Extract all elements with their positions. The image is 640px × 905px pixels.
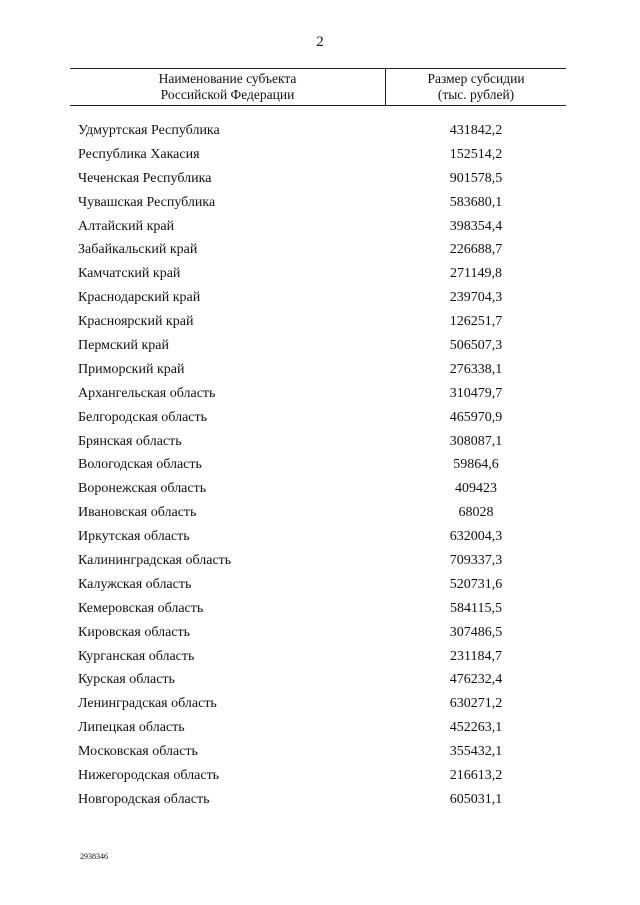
header-subsidy-amount-line1: Размер субсидии — [427, 71, 525, 86]
table-row — [0, 382, 640, 406]
region-name: Кировская область — [78, 624, 191, 640]
region-name: Липецкая область — [78, 720, 185, 736]
region-name: Красноярский край — [78, 314, 194, 330]
region-name: Приморский край — [78, 361, 185, 377]
subsidy-value: 632004,3 — [449, 529, 503, 545]
table-row — [0, 525, 640, 549]
subsidy-value: 216613,2 — [449, 768, 503, 784]
header-region-name-line2: Российской Федерации — [160, 87, 295, 102]
table-row — [0, 549, 640, 573]
subsidy-value: 68028 — [458, 505, 494, 521]
table-row — [0, 406, 640, 430]
page-number: 2 — [316, 34, 324, 50]
subsidy-value: 584115,5 — [450, 600, 502, 616]
table-row — [0, 191, 640, 215]
subsidy-value: 308087,1 — [449, 433, 503, 449]
table-row — [0, 573, 640, 597]
table-row — [0, 310, 640, 334]
subsidy-value: 506507,3 — [449, 338, 503, 354]
document-code: 2938346 — [80, 852, 108, 861]
subsidy-value: 152514,2 — [449, 146, 503, 162]
subsidy-value: 226688,7 — [449, 242, 503, 258]
subsidy-value: 398354,4 — [449, 218, 503, 234]
region-name: Пермский край — [78, 338, 169, 354]
table-row — [0, 597, 640, 621]
region-name: Нижегородская область — [78, 768, 220, 784]
region-name: Брянская область — [78, 433, 182, 449]
table-row — [0, 119, 640, 143]
table-row — [0, 716, 640, 740]
region-name: Белгородская область — [78, 409, 208, 425]
subsidy-value: 307486,5 — [449, 624, 503, 640]
subsidy-value: 709337,3 — [449, 553, 503, 569]
region-name: Архангельская область — [78, 385, 216, 401]
region-name: Ленинградская область — [78, 696, 217, 712]
subsidy-value: 271149,8 — [450, 266, 502, 282]
table-row — [0, 167, 640, 191]
table-row — [0, 740, 640, 764]
subsidy-value: 520731,6 — [449, 576, 503, 592]
region-name: Кемеровская область — [78, 600, 204, 616]
table-row — [0, 358, 640, 382]
header-region-name-line1: Наименование субъекта — [158, 71, 297, 86]
subsidy-value: 126251,7 — [449, 314, 503, 330]
region-name: Вологодская область — [78, 457, 202, 473]
region-name: Калининградская область — [78, 553, 232, 569]
subsidy-value: 465970,9 — [449, 409, 503, 425]
region-name: Ивановская область — [78, 505, 197, 521]
table-header — [70, 68, 566, 106]
table-row — [0, 453, 640, 477]
subsidy-value: 231184,7 — [450, 648, 502, 664]
subsidy-value: 630271,2 — [449, 696, 503, 712]
region-name: Чеченская Республика — [78, 170, 212, 186]
header-subsidy-amount-line2: (тыс. рублей) — [437, 87, 515, 102]
table-body — [0, 119, 640, 812]
table-row — [0, 668, 640, 692]
region-name: Республика Хакасия — [78, 146, 200, 162]
table-row — [0, 477, 640, 501]
table-row — [0, 215, 640, 239]
table-row — [0, 238, 640, 262]
header-subsidy-amount — [386, 69, 566, 105]
region-name: Камчатский край — [78, 266, 181, 282]
region-name: Иркутская область — [78, 529, 190, 545]
table-row — [0, 430, 640, 454]
region-name: Краснодарский край — [78, 290, 201, 306]
table-row — [0, 764, 640, 788]
subsidy-value: 239704,3 — [449, 290, 503, 306]
table-row — [0, 143, 640, 167]
table-row — [0, 262, 640, 286]
subsidy-value: 605031,1 — [449, 791, 503, 807]
region-name: Воронежская область — [78, 481, 207, 497]
region-name: Курская область — [78, 672, 175, 688]
subsidy-value: 355432,1 — [449, 744, 503, 760]
region-name: Московская область — [78, 744, 198, 760]
table-row — [0, 645, 640, 669]
table-row — [0, 692, 640, 716]
subsidy-value: 901578,5 — [449, 170, 503, 186]
region-name: Забайкальский край — [78, 242, 198, 258]
subsidy-value: 276338,1 — [449, 361, 503, 377]
table-row — [0, 621, 640, 645]
region-name: Чувашская Республика — [78, 194, 216, 210]
subsidy-value: 310479,7 — [449, 385, 503, 401]
subsidy-value: 476232,4 — [449, 672, 503, 688]
subsidy-value: 409423 — [455, 481, 497, 497]
region-name: Алтайский край — [78, 218, 175, 234]
subsidy-value: 431842,2 — [449, 123, 503, 138]
subsidy-value: 452263,1 — [449, 720, 503, 736]
table-row — [0, 788, 640, 812]
table-row — [0, 501, 640, 525]
region-name: Удмуртская Республика — [78, 123, 220, 138]
table-row — [0, 286, 640, 310]
region-name: Курганская область — [78, 648, 195, 664]
header-region-name — [70, 69, 385, 105]
subsidy-value: 583680,1 — [449, 194, 503, 210]
region-name: Калужская область — [78, 576, 192, 592]
region-name: Новгородская область — [78, 791, 210, 807]
subsidy-value: 59864,6 — [453, 457, 499, 473]
table-row — [0, 334, 640, 358]
